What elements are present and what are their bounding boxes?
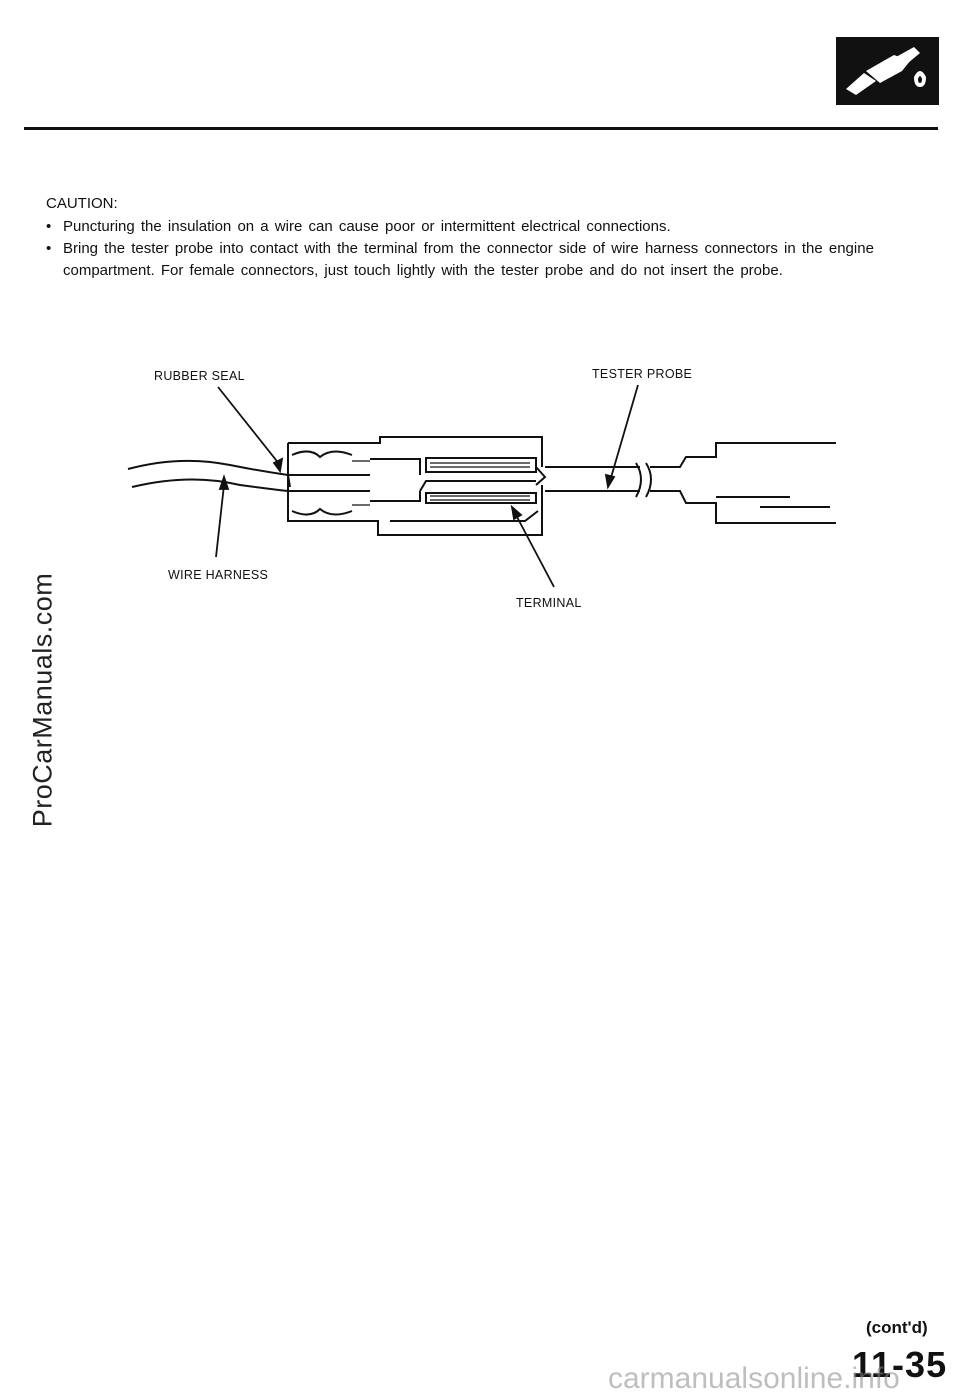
rubber-seal-label: RUBBER SEAL [154, 369, 245, 383]
footer-watermark: carmanualsonline.info [608, 1362, 900, 1395]
continued-note: (cont'd) [866, 1318, 928, 1337]
wire-harness-label: WIRE HARNESS [168, 568, 269, 582]
side-watermark: ProCarManuals.com [27, 572, 58, 828]
fuel-nozzle-icon [836, 37, 939, 105]
caution-block [46, 193, 926, 282]
tester-probe-label: TESTER PROBE [592, 367, 693, 381]
caution-item: • Puncturing the insulation on a wire can cause poor or intermittent electrical connections. [46, 216, 926, 238]
caution-item: • Bring the tester probe into contact with the terminal from the connector side of wire harness connectors in the engine compartment. For female connectors, just touch lightly with the tester probe and do not insert the probe. [46, 238, 926, 282]
caution-title: CAUTION: [46, 195, 118, 212]
terminal-label: TERMINAL [516, 596, 582, 610]
header-rule [24, 127, 938, 130]
connector-probe-diagram [120, 355, 850, 625]
connector-illustration [120, 355, 850, 625]
page-number: 11-35 [852, 1344, 948, 1385]
